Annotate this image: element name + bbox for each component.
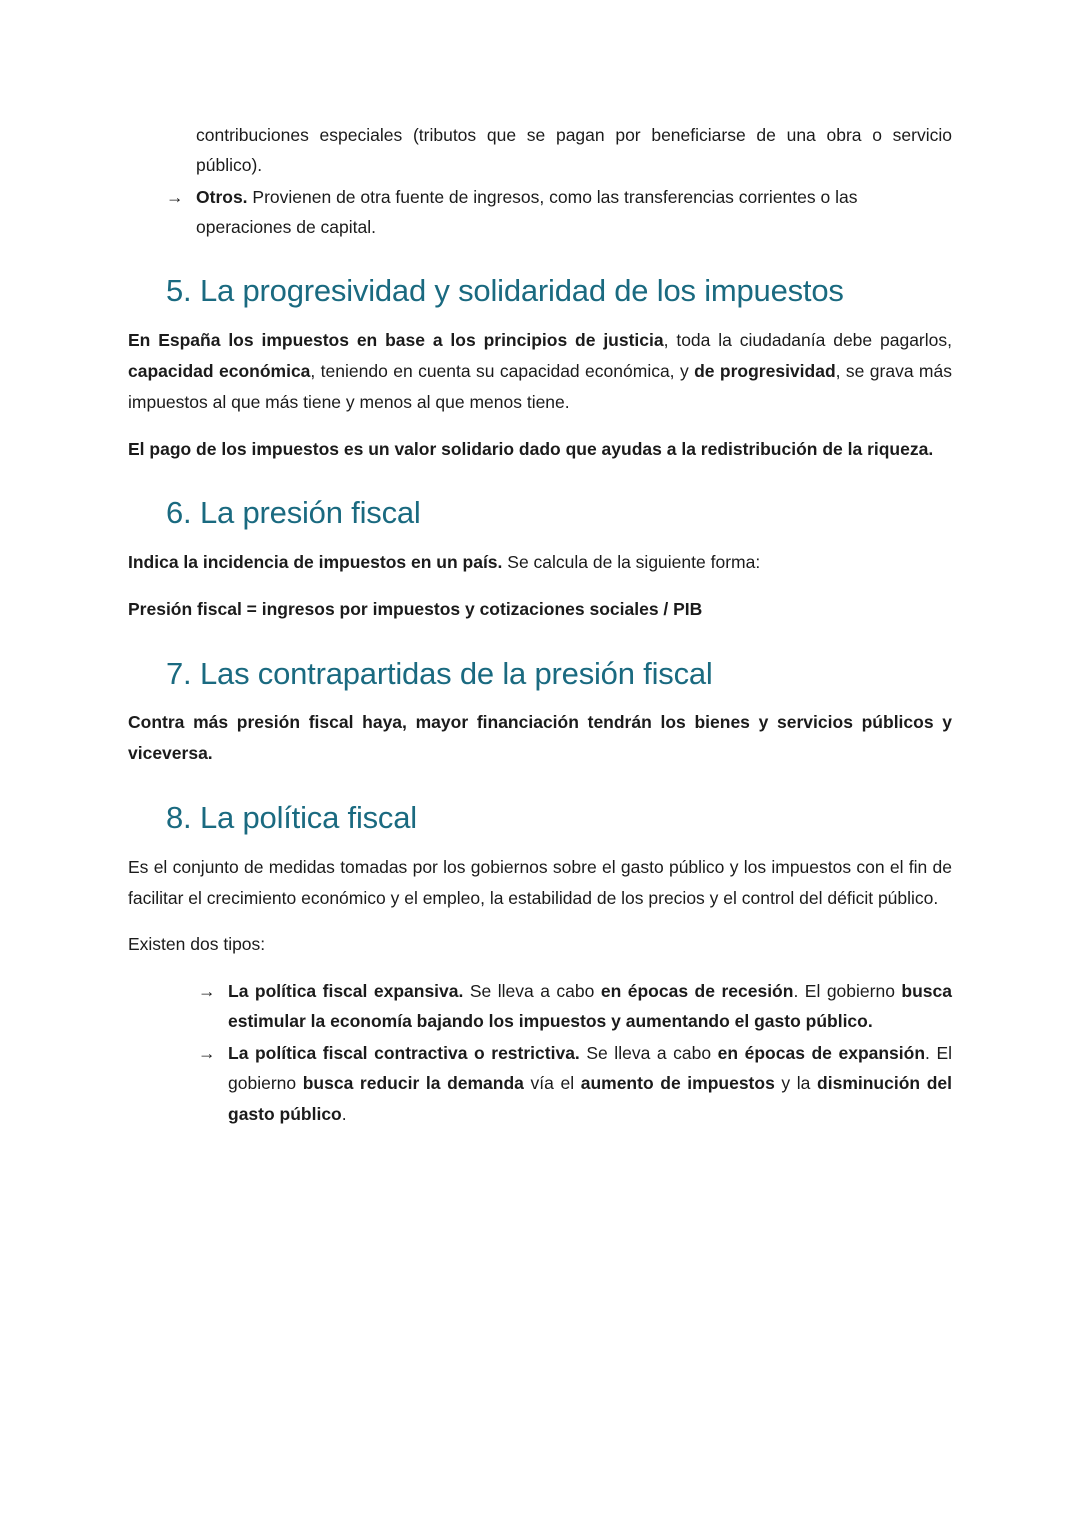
list-item-text: [228, 1038, 952, 1128]
section-bullet-list: [128, 976, 952, 1128]
section-number: 5.: [166, 273, 192, 309]
section-paragraph: [128, 707, 952, 769]
continuation-bullet-list: [128, 182, 952, 242]
emphasis-text: El pago de los impuestos es un valor solidario dado que ayudas a la redistribución de la riqueza.: [128, 438, 934, 459]
plain-text: , teniendo en cuenta su capacidad económica, y: [310, 360, 695, 381]
list-item-lead: Otros.: [196, 187, 248, 208]
plain-text: , se grava más impuestos al que más tiene y menos al que menos tiene.: [128, 360, 952, 412]
section-number: 7.: [166, 655, 192, 691]
section-paragraph: [128, 594, 952, 625]
section-title-text: Las contrapartidas de la presión fiscal: [200, 655, 713, 691]
plain-text: Se calcula de la siguiente forma:: [502, 552, 761, 573]
section-title-text: La presión fiscal: [200, 495, 421, 531]
emphasis-text: La política fiscal contractiva o restrictiva.: [228, 1043, 580, 1064]
plain-text: Es el conjunto de medidas tomadas por los gobiernos sobre el gasto público y los impuestos con el fin de facilitar el crecimiento económico y el empleo, la estabilidad de los precios y el control del déficit público.: [128, 856, 952, 908]
emphasis-text: La política fiscal expansiva.: [228, 981, 464, 1002]
emphasis-text: Indica la incidencia de impuestos en un país.: [128, 552, 503, 573]
section-paragraph: [128, 929, 952, 960]
emphasis-text: disminución del gasto público: [228, 1073, 952, 1124]
plain-text: Se lleva a cabo: [579, 1043, 718, 1064]
list-item-text: [228, 976, 952, 1036]
emphasis-text: Presión fiscal = ingresos por impuestos y cotizaciones sociales / PIB: [128, 598, 703, 619]
emphasis-text: busca estimular la economía bajando los impuestos y aumentando el gasto público.: [228, 981, 952, 1032]
plain-text: Existen dos tipos:: [128, 934, 266, 955]
continuation-paragraph: contribuciones especiales (tributos que se pagan por beneficiarse de una obra o servicio público).: [196, 125, 952, 176]
section-paragraph: [128, 434, 952, 465]
section-heading: [128, 494, 952, 533]
list-item: [128, 976, 952, 1036]
emphasis-text: en épocas de recesión: [600, 981, 794, 1002]
list-item: [128, 182, 952, 242]
section-heading: [128, 799, 952, 838]
section-number: 8.: [166, 800, 192, 835]
sections-container: [128, 272, 952, 1128]
emphasis-text: de progresividad: [694, 360, 836, 381]
plain-text: .: [341, 1103, 347, 1124]
arrow-icon: →: [198, 1043, 216, 1064]
list-item-text: Provienen de otra fuente de ingresos, como las transferencias corrientes o las operaciones de capital.: [196, 187, 858, 238]
document-content: [128, 120, 952, 1131]
arrow-icon: →: [198, 981, 216, 1002]
section-paragraph: [128, 547, 952, 578]
section-heading: [128, 655, 952, 694]
plain-text: . El gobierno: [793, 981, 902, 1002]
plain-text: y la: [774, 1073, 818, 1094]
section-paragraph: [128, 325, 952, 417]
emphasis-text: capacidad económica: [128, 360, 311, 381]
emphasis-text: Contra más presión fiscal haya, mayor financiación tendrán los bienes y servicios públicos y viceversa.: [128, 712, 952, 764]
plain-text: Se lleva a cabo: [463, 981, 601, 1002]
section-title-text: La política fiscal: [200, 800, 417, 835]
emphasis-text: En España los impuestos en base a los principios de justicia: [128, 330, 664, 351]
plain-text: vía el: [523, 1073, 581, 1094]
emphasis-text: en épocas de expansión: [717, 1043, 926, 1064]
emphasis-text: busca reducir la demanda: [302, 1073, 524, 1094]
plain-text: , toda la ciudadanía debe pagarlos,: [663, 330, 952, 351]
section-paragraph: [128, 852, 952, 914]
arrow-icon: →: [166, 187, 184, 208]
section-title-text: La progresividad y solidaridad de los impuestos: [200, 273, 844, 309]
emphasis-text: aumento de impuestos: [580, 1073, 775, 1094]
section-number: 6.: [166, 495, 192, 531]
section-heading: [128, 272, 952, 311]
plain-text: . El gobierno: [228, 1043, 953, 1094]
list-item: [128, 1038, 952, 1128]
